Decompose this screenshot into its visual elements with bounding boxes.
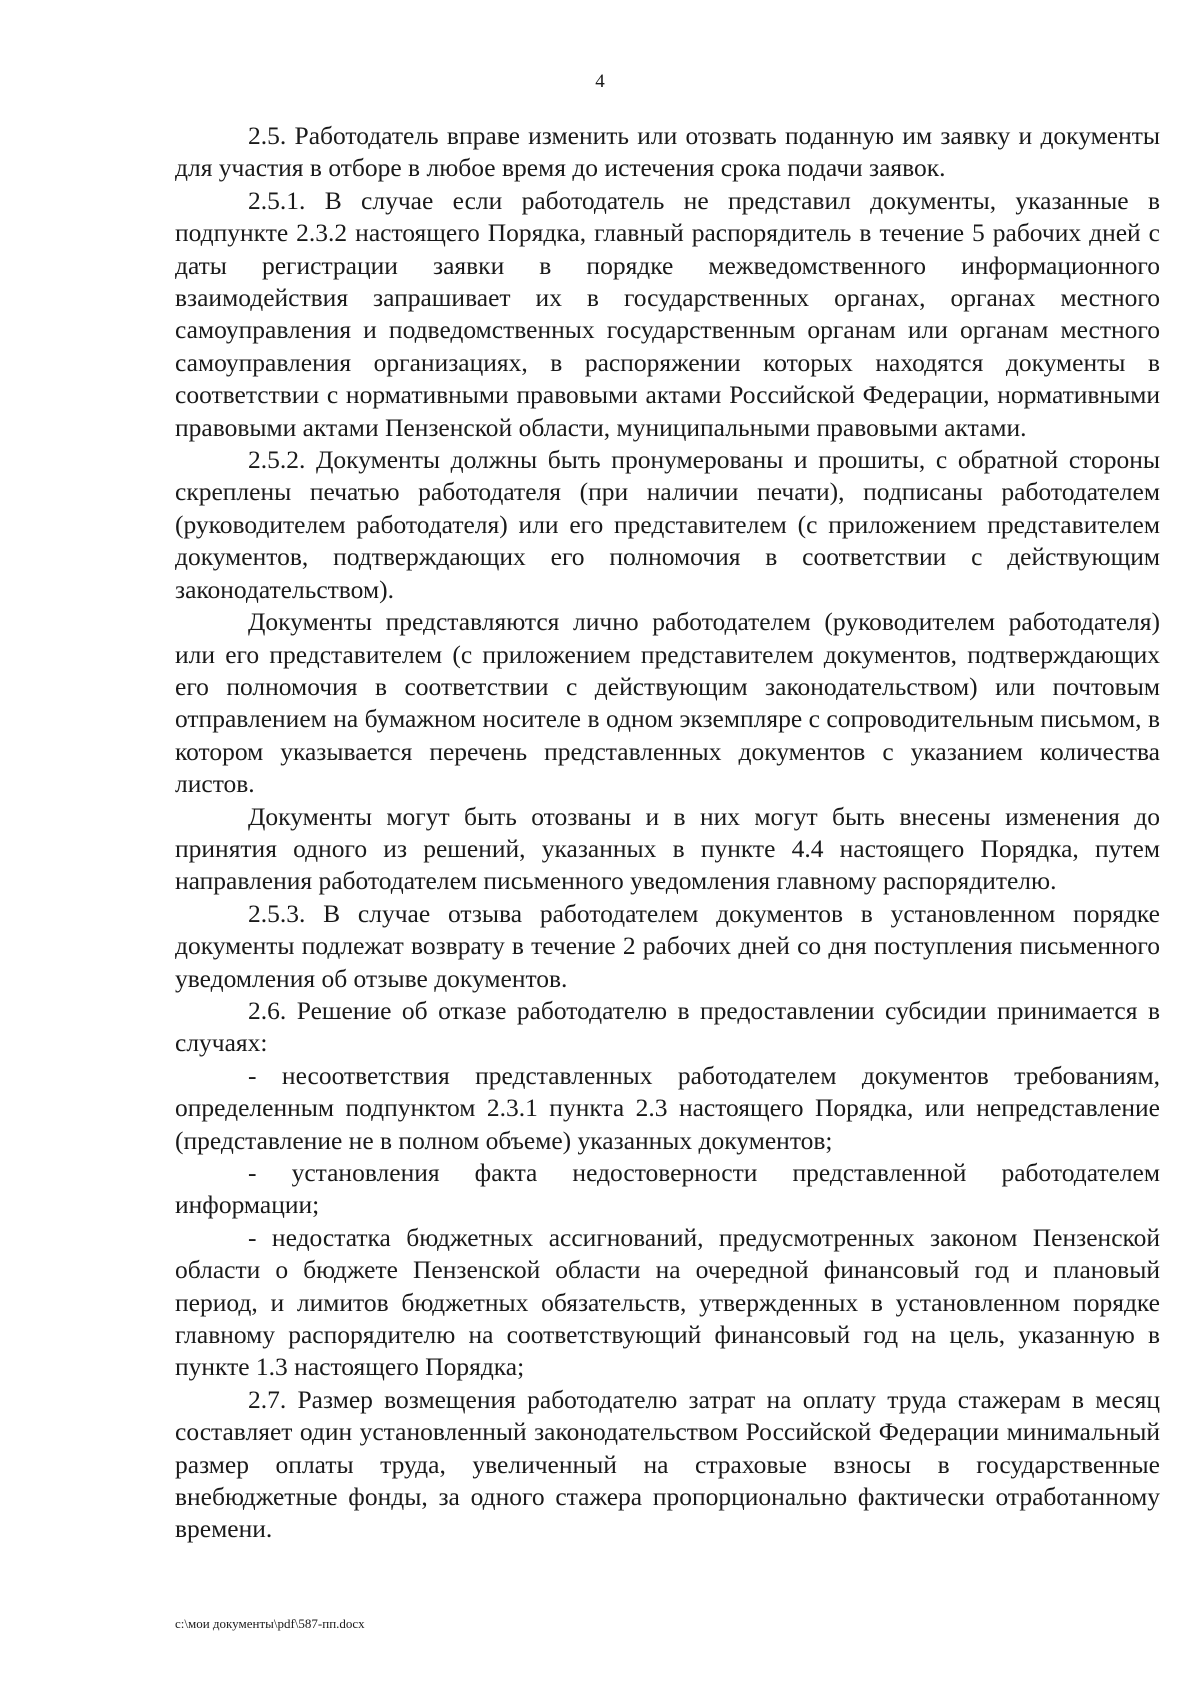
list-item-budget-shortage: - недостатка бюджетных ассигнований, предусмотренных законом Пензенской области о бюджете Пензенской области на очередной финансовый год и плановый период, и лимитов бюджетных обязательств, утвержденных в установленном порядке главному распорядителю на соответствующий финансовый год на цель, указанную в пункте 1.3 настоящего Порядка; <box>175 1222 1160 1382</box>
document-body <box>175 120 1160 1546</box>
paragraph-2-5: 2.5. Работодатель вправе изменить или отозвать поданную им заявку и документы для участия в отборе в любое время до истечения срока подачи заявок. <box>175 121 1160 183</box>
paragraph-documents-submission: Документы представляются лично работодателем (руководителем работодателя) или его представителем (с приложением представителем документов, подтверждающих его полномочия в соответствии с действующим законодательством) или почтовым отправлением на бумажном носителе в одном экземпляре с сопроводительным письмом, в котором указывается перечень представленных документов с указанием количества листов. <box>175 607 1160 799</box>
paragraph-documents-withdrawal: Документы могут быть отозваны и в них могут быть внесены изменения до принятия одного из решений, указанных в пункте 4.4 настоящего Порядка, путем направления работодателем письменного уведомления главному распорядителю. <box>175 801 1160 896</box>
paragraph-2-5-1: 2.5.1. В случае если работодатель не представил документы, указанные в подпункте 2.3.2 настоящего Порядка, главный распорядитель в течение 5 рабочих дней с даты регистрации заявки в порядке межведомственного информационного взаимодействия запрашивает их в государственных органах, органах местного самоуправления и подведомственных государственным органам или органам местного самоуправления организациях, в распоряжении которых находятся документы в соответствии с нормативными правовыми актами Российской Федерации, нормативными правовыми актами Пензенской области, муниципальными правовыми актами. <box>175 185 1160 442</box>
paragraph-2-6: 2.6. Решение об отказе работодателю в предоставлении субсидии принимается в случаях: <box>175 995 1160 1058</box>
paragraph-2-7: 2.7. Размер возмещения работодателю затрат на оплату труда стажерам в месяц составляет один установленный законодательством Российской Федерации минимальный размер оплаты труда, увеличенный на страховые взносы в государственные внебюджетные фонды, за одного стажера пропорционально фактически отработанному времени. <box>175 1384 1160 1544</box>
list-item-unreliable-info: - установления факта недостоверности представленной работодателем информации; <box>175 1158 1160 1220</box>
paragraph-2-5-3: 2.5.3. В случае отзыва работодателем документов в установленном порядке документы подлежат возврату в течение 2 рабочих дней со дня поступления письменного уведомления об отзыве документов. <box>175 898 1160 993</box>
page-number: 4 <box>595 71 605 92</box>
list-item-nonconformity: - несоответствия представленных работодателем документов требованиям, определенным подпунктом 2.3.1 пункта 2.3 настоящего Порядка, или непредставление (представление не в полном объеме) указанных документов; <box>175 1060 1160 1155</box>
paragraph-2-5-2: 2.5.2. Документы должны быть пронумерованы и прошиты, с обратной стороны скреплены печатью работодателя (при наличии печати), подписаны работодателем (руководителем работодателя) или его представителем (с приложением представителем документов, подтверждающих его полномочия в соответствии с действующим законодательством). <box>175 445 1160 604</box>
file-path-footer: c:\мои документы\pdf\587-пп.docx <box>175 1616 365 1631</box>
